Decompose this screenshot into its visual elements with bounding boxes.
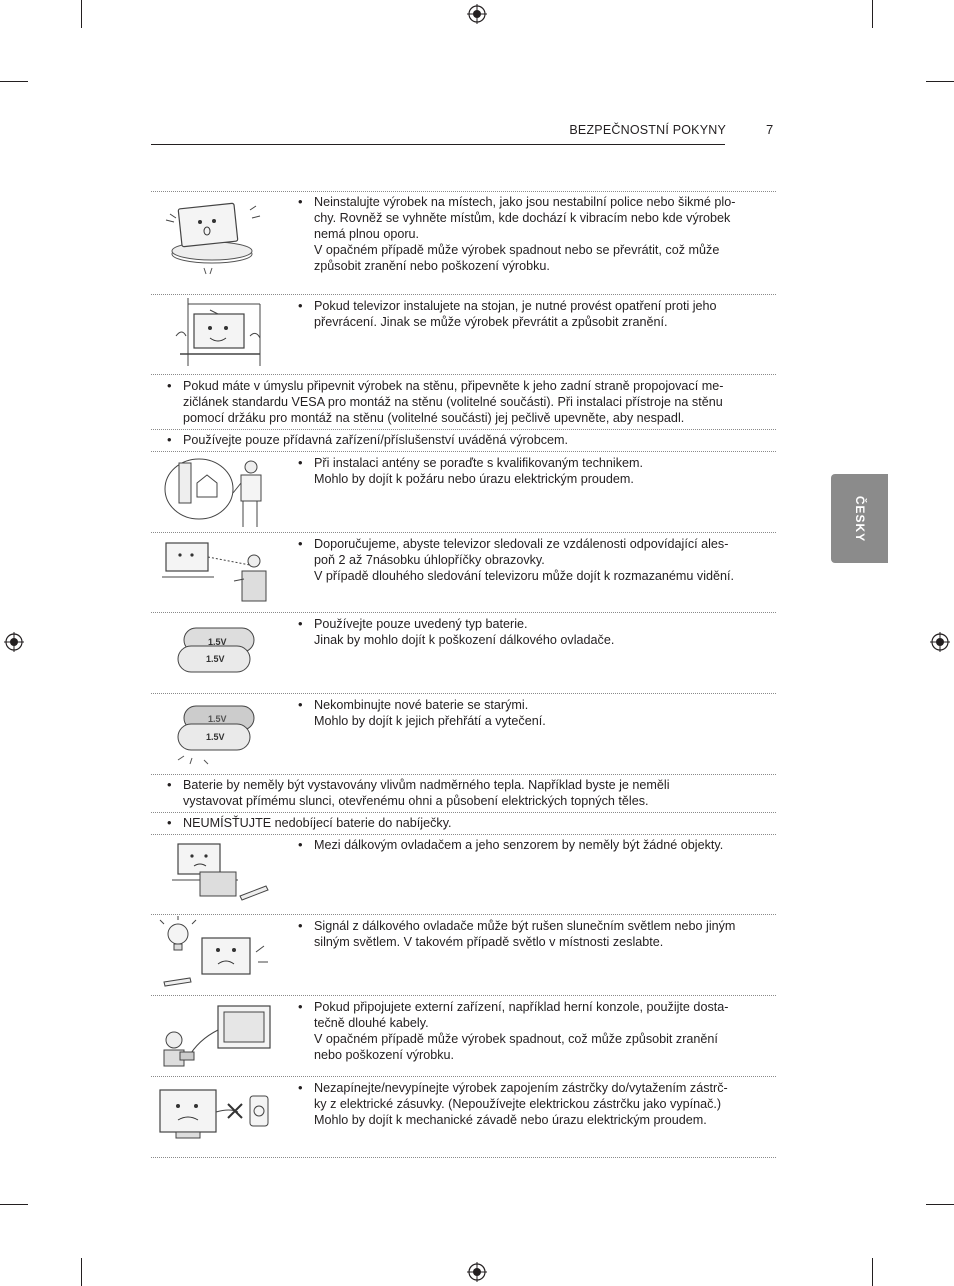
sunlight-interference-illustration bbox=[158, 916, 272, 994]
crop-mark bbox=[81, 1258, 82, 1286]
safety-item-text: Baterie by neměly být vystavovány vlivům nadměrného tepla. Například byste je neměli vystavovat přímému slunci, otevřenému ohni a působení elektrických topných těles. bbox=[183, 778, 670, 808]
crop-mark bbox=[872, 0, 873, 28]
divider bbox=[151, 1076, 776, 1077]
bullet: • bbox=[167, 777, 172, 792]
registration-mark-icon bbox=[4, 632, 24, 652]
game-console-cable-illustration bbox=[156, 1000, 274, 1072]
language-tab-label: ČESKY bbox=[852, 495, 867, 542]
safety-item bbox=[298, 616, 768, 648]
bullet: • bbox=[298, 837, 303, 852]
safety-item bbox=[298, 837, 768, 853]
divider bbox=[151, 532, 776, 533]
safety-item-text: Při instalaci antény se poraďte s kvalifikovaným technikem. Mohlo by dojít k požáru nebo úrazu elektrickým proudem. bbox=[314, 456, 644, 486]
crop-mark bbox=[81, 0, 82, 28]
bullet: • bbox=[298, 536, 303, 551]
crop-mark bbox=[0, 81, 28, 82]
viewing-distance-illustration bbox=[158, 535, 270, 609]
battery-label: 1.5V bbox=[206, 732, 225, 742]
divider bbox=[151, 693, 776, 694]
safety-item-text: Používejte pouze přídavná zařízení/příslušenství uváděná výrobcem. bbox=[183, 433, 569, 447]
crop-mark bbox=[926, 81, 954, 82]
safety-item bbox=[298, 697, 768, 729]
crop-mark bbox=[0, 1204, 28, 1205]
header-rule bbox=[151, 144, 725, 145]
divider bbox=[151, 1157, 776, 1158]
safety-item-text: Pokud připojujete externí zařízení, například herní konzole, použijte dosta- tečně dlouhé kabely. V opačném případě může výrobek spadnout, což může způsobit zranění nebo poškození výrobku. bbox=[314, 1000, 729, 1062]
bullet: • bbox=[298, 455, 303, 470]
safety-item bbox=[298, 455, 768, 487]
unstable-shelf-illustration bbox=[160, 196, 270, 276]
section-title: BEZPEČNOSTNÍ POKYNY bbox=[569, 123, 726, 137]
safety-item-text: NEUMÍSŤUJTE nedobíjecí baterie do nabíječky. bbox=[183, 816, 452, 830]
safety-item-text: Nezapínejte/nevypínejte výrobek zapojením zástrčky do/vytažením zástrč- ky z elektrické zásuvky. (Nepoužívejte elektrickou zástrčku jako vypínač.) Mohlo by dojít k mechanické závadě nebo úrazu elektrickým proudem. bbox=[314, 1081, 728, 1127]
safety-item-text: Pokud máte v úmyslu připevnit výrobek na stěnu, připevněte k jeho zadní straně propojovací me- zičlánek standardu VESA pro montáž na stěnu (volitelné součásti). Při instalaci přístroje na stěnu pomocí držáku pro montáž na stěnu (volitelné součásti) jej pečlivě upevněte, aby nespadl. bbox=[183, 379, 724, 425]
divider bbox=[151, 774, 776, 775]
safety-item-text: Pokud televizor instalujete na stojan, je nutné provést opatření proti jeho převrácení. Jinak se může výrobek převrátit a způsobit zranění. bbox=[314, 299, 717, 329]
safety-item bbox=[298, 999, 768, 1063]
registration-mark-icon bbox=[930, 632, 950, 652]
bullet: • bbox=[167, 815, 172, 830]
safety-item bbox=[298, 298, 768, 330]
safety-item bbox=[298, 194, 768, 274]
safety-item-text: Signál z dálkového ovladače může být rušen slunečním světlem nebo jiným silným světlem. V takovém případě světlo v místnosti zeslabte. bbox=[314, 919, 736, 949]
crop-mark bbox=[926, 1204, 954, 1205]
registration-mark-icon bbox=[467, 4, 487, 24]
safety-item bbox=[298, 536, 768, 584]
bullet: • bbox=[167, 432, 172, 447]
safety-item-text: Mezi dálkovým ovladačem a jeho senzorem by neměly být žádné objekty. bbox=[314, 838, 724, 852]
page-number: 7 bbox=[766, 122, 774, 137]
divider bbox=[151, 294, 776, 295]
safety-item bbox=[167, 815, 772, 831]
bullet: • bbox=[298, 194, 303, 209]
bullet: • bbox=[298, 999, 303, 1014]
divider bbox=[151, 914, 776, 915]
battery-label: 1.5V bbox=[208, 637, 227, 647]
power-plug-illustration bbox=[156, 1082, 274, 1152]
safety-item bbox=[298, 1080, 768, 1128]
divider bbox=[151, 612, 776, 613]
divider bbox=[151, 834, 776, 835]
safety-item bbox=[167, 378, 772, 426]
antenna-technician-illustration bbox=[163, 453, 271, 531]
divider bbox=[151, 995, 776, 996]
divider bbox=[151, 191, 776, 192]
battery-label: 1.5V bbox=[206, 654, 225, 664]
registration-mark-icon bbox=[467, 1262, 487, 1282]
stand-tipping-illustration bbox=[170, 296, 270, 372]
safety-item-text: Neinstalujte výrobek na místech, jako jsou nestabilní police nebo šikmé plo- chy. Rovněž se vyhněte místům, kde dochází k vibracím nebo kde výrobek nemá plnou oporu. V opačném případě může výrobek spadnout nebo se převrátit, což může způsobit zranění nebo poškození výrobku. bbox=[314, 195, 736, 273]
bullet: • bbox=[298, 616, 303, 631]
bullet: • bbox=[298, 1080, 303, 1095]
battery-type-illustration bbox=[172, 622, 262, 682]
divider bbox=[151, 451, 776, 452]
safety-item-text: Používejte pouze uvedený typ baterie. Jinak by mohlo dojít k poškození dálkového ovladače. bbox=[314, 617, 615, 647]
safety-item bbox=[167, 777, 772, 809]
divider bbox=[151, 374, 776, 375]
divider bbox=[151, 812, 776, 813]
safety-item bbox=[167, 432, 772, 448]
crop-mark bbox=[872, 1258, 873, 1286]
bullet: • bbox=[167, 378, 172, 393]
battery-label: 1.5V bbox=[208, 714, 227, 724]
safety-item-text: Doporučujeme, abyste televizor sledovali ze vzdálenosti odpovídající ales- poň 2 až 7násobku úhlopříčky obrazovky. V případě dlouhého sledování televizoru může dojít k rozmazanému vidění. bbox=[314, 537, 735, 583]
divider bbox=[151, 429, 776, 430]
language-tab bbox=[831, 474, 888, 563]
remote-obstruction-illustration bbox=[168, 838, 272, 910]
bullet: • bbox=[298, 298, 303, 313]
mixed-batteries-illustration bbox=[170, 698, 265, 770]
bullet: • bbox=[298, 918, 303, 933]
bullet: • bbox=[298, 697, 303, 712]
safety-item-text: Nekombinujte nové baterie se starými. Mohlo by dojít k jejich přehřátí a vytečení. bbox=[314, 698, 546, 728]
safety-item bbox=[298, 918, 768, 950]
